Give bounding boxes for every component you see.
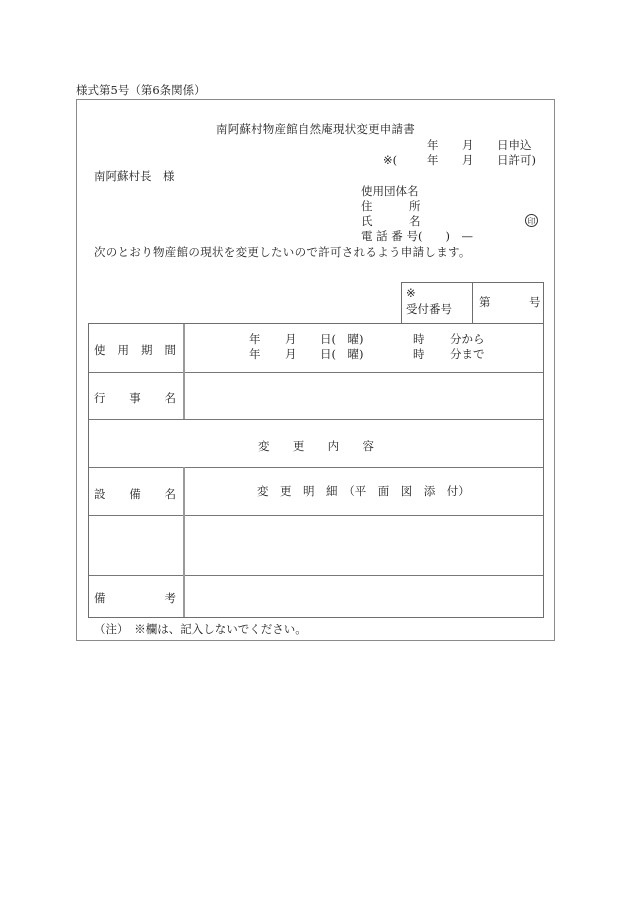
to-year[interactable]: 年 xyxy=(249,347,261,361)
to-day[interactable]: 日( 曜) xyxy=(320,347,364,361)
usage-period-label: 使 用 期 間 xyxy=(94,343,176,357)
event-name-label: 行 事 名 xyxy=(94,391,176,405)
application-day-label: 日申込 xyxy=(497,138,532,152)
to-month[interactable]: 月 xyxy=(285,347,297,361)
row-divider xyxy=(89,467,543,468)
name-label-1: 氏 xyxy=(361,214,373,228)
from-day[interactable]: 日( 曜) xyxy=(320,332,364,346)
remarks-field[interactable] xyxy=(185,576,542,616)
application-year-label: 年 xyxy=(427,138,439,152)
change-contents-header: 変 更 内 容 xyxy=(258,439,374,453)
receipt-number-prefix: 第 xyxy=(479,295,491,309)
permit-prefix: ※( xyxy=(383,153,398,167)
to-hour[interactable]: 時 xyxy=(413,347,425,361)
col-divider xyxy=(183,324,185,372)
permit-day-label: 日許可) xyxy=(497,153,536,167)
phone-label: 電 話 番 号( ) — xyxy=(361,229,473,243)
seal-icon: 印 xyxy=(525,214,538,227)
form-title: 南阿蘇村物産館自然庵現状変更申請書 xyxy=(216,122,415,136)
from-minute[interactable]: 分から xyxy=(450,332,485,346)
remarks-label: 備 考 xyxy=(94,591,176,605)
receipt-label: 受付番号 xyxy=(406,302,452,316)
application-month-label: 月 xyxy=(462,138,474,152)
form-number: 様式第5号（第6条関係） xyxy=(76,83,206,97)
equipment-name-label: 設 備 名 xyxy=(94,487,176,501)
permit-month-label: 月 xyxy=(462,153,474,167)
change-details-header: 変 更 明 細 （平 面 図 添 付） xyxy=(257,484,470,498)
permit-year-label: 年 xyxy=(427,153,439,167)
receipt-divider xyxy=(472,283,473,324)
org-name-label: 使用団体名 xyxy=(361,184,419,198)
equipment-name-field[interactable] xyxy=(89,516,182,574)
from-month[interactable]: 月 xyxy=(285,332,297,346)
footnote: （注） ※欄は、記入しないでください。 xyxy=(94,622,307,636)
change-details-field[interactable] xyxy=(185,516,542,574)
to-minute[interactable]: 分まで xyxy=(450,347,485,361)
event-name-field[interactable] xyxy=(185,373,542,418)
row-divider xyxy=(89,419,543,420)
address-label-1: 住 xyxy=(361,199,373,213)
receipt-number-suffix: 号 xyxy=(529,295,541,309)
addressee: 南阿蘇村長 様 xyxy=(94,169,175,183)
from-year[interactable]: 年 xyxy=(249,332,261,346)
request-statement: 次のとおり物産館の現状を変更したいので許可されるよう申請します。 xyxy=(94,245,471,259)
address-label-2: 所 xyxy=(409,199,421,213)
name-label-2: 名 xyxy=(409,214,421,228)
receipt-mark: ※ xyxy=(406,286,416,300)
from-hour[interactable]: 時 xyxy=(413,332,425,346)
